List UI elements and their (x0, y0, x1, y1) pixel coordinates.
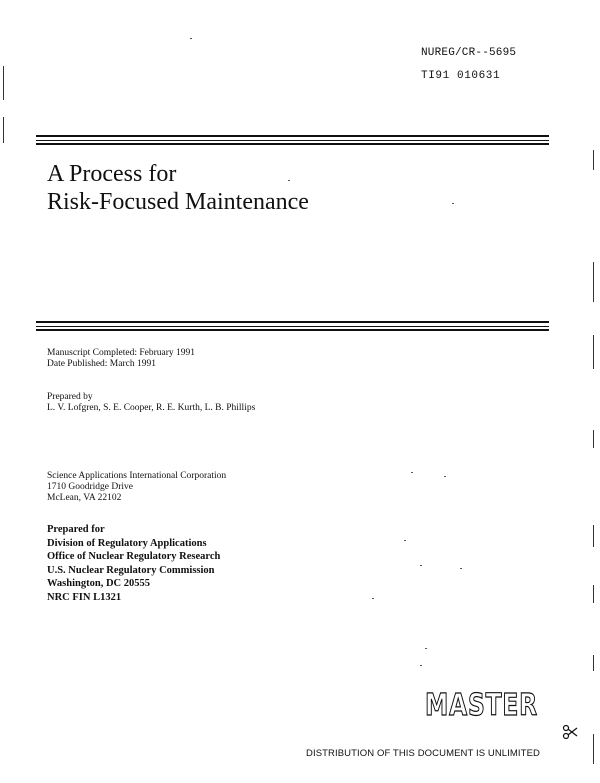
top-rule (36, 140, 549, 141)
prepared-by-block (47, 392, 255, 414)
fin-number: NRC FIN L1321 (47, 591, 122, 603)
scan-speck (420, 565, 422, 566)
scan-speck (420, 665, 422, 666)
scan-speck (404, 540, 406, 541)
prepared-by-label: Prepared by (47, 392, 93, 402)
scan-edge-mark (3, 66, 4, 100)
contractor-name: Science Applications International Corporation (47, 471, 227, 481)
manuscript-completed: Manuscript Completed: February 1991 (47, 348, 196, 358)
scan-edge-mark (593, 585, 594, 603)
top-rule (36, 143, 549, 145)
scan-edge-mark (3, 117, 4, 143)
scan-speck (444, 476, 446, 477)
scan-edge-mark (593, 150, 594, 170)
prepared-for-label: Prepared for (47, 524, 105, 535)
middle-rule (36, 329, 549, 331)
middle-rule (36, 326, 549, 327)
scan-edge-mark (593, 430, 594, 448)
top-rule (36, 135, 549, 137)
publication-dates (47, 348, 195, 370)
scissors-icon (562, 724, 578, 740)
master-stamp: MASTER (425, 688, 538, 723)
scan-speck (190, 38, 192, 39)
scan-speck (425, 648, 427, 649)
title-line-2: Risk-Focused Maintenance (47, 189, 309, 215)
scan-edge-mark (593, 525, 594, 547)
distribution-notice: DISTRIBUTION OF THIS DOCUMENT IS UNLIMITED (306, 748, 540, 759)
scan-edge-mark (593, 655, 594, 671)
document-title (47, 160, 309, 216)
scan-speck (452, 203, 454, 204)
date-published: Date Published: March 1991 (47, 359, 156, 369)
scan-speck (372, 598, 374, 599)
sponsor-agency: U.S. Nuclear Regulatory Commission (47, 564, 215, 576)
title-line-1: A Process for (47, 161, 177, 187)
authors: L. V. Lofgren, S. E. Cooper, R. E. Kurth, L. B. Phillips (47, 403, 256, 413)
scan-edge-mark (593, 335, 594, 369)
scan-speck (411, 472, 413, 473)
middle-rule (36, 321, 549, 323)
sponsor-division: Division of Regulatory Applications (47, 537, 207, 549)
prepared-for-block (47, 523, 220, 604)
scan-speck (460, 568, 462, 569)
scan-edge-mark (593, 734, 594, 764)
report-number: NUREG/CR--5695 (421, 47, 517, 59)
contractor-street: 1710 Goodridge Drive (47, 482, 134, 492)
scan-edge-mark (593, 262, 594, 302)
sponsor-office: Office of Nuclear Regulatory Research (47, 551, 221, 562)
contractor-city: McLean, VA 22102 (47, 493, 122, 503)
contractor-address (47, 471, 226, 504)
accession-number: TI91 010631 (421, 70, 501, 82)
sponsor-city: Washington, DC 20555 (47, 578, 150, 589)
scan-speck (288, 180, 290, 181)
